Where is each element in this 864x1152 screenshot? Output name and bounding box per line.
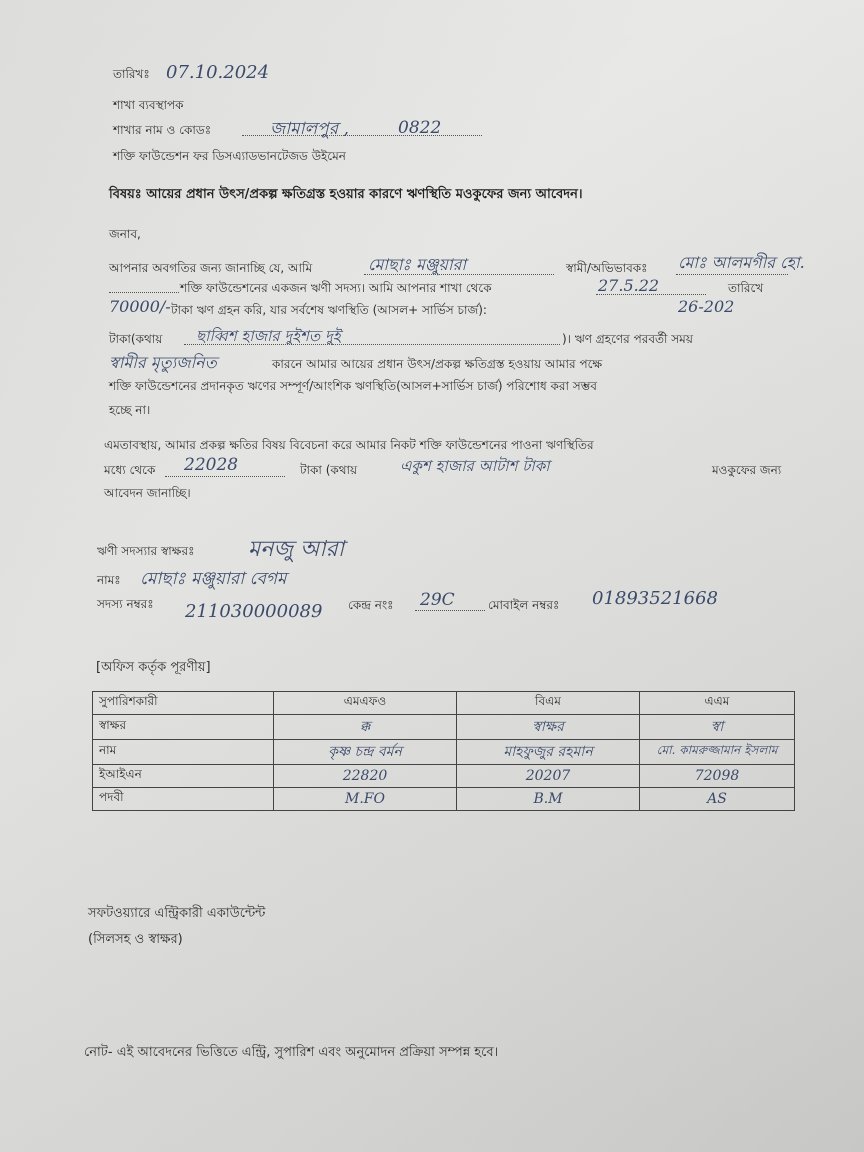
p1-loan-date: 27.5.22 <box>598 276 660 295</box>
organization-name: শক্তি ফাউন্ডেশন ফর ডিসএ্যাডভানটেজড উইমেন <box>113 149 346 163</box>
table-row <box>93 715 795 740</box>
center-number-label: কেন্দ্র নংঃ <box>348 598 394 612</box>
table-header-cell: এমএফও <box>274 692 457 715</box>
p2-text-e: আবেদন জানাচ্ছি। <box>104 486 191 500</box>
table-header-row <box>93 692 795 715</box>
date-label: তারিখঃ <box>113 67 150 81</box>
table-row <box>93 740 795 765</box>
accountant-label: সফটওয়্যারে এন্ট্রিকারী একাউন্টেন্ট <box>88 906 266 921</box>
p1-text-e: টাকা ঋণ গ্রহন করি, যার সর্বশেষ ঋণস্থিতি (আসল+ সার্ভিস চার্জ): <box>171 303 487 317</box>
table-header-cell: সুপারিশকারী <box>93 692 274 715</box>
signature-am: স্বা <box>710 719 724 735</box>
p1-text-d: তারিখে <box>728 281 764 295</box>
branch-name-value: জামালপুর , <box>270 119 349 139</box>
table-row <box>93 788 795 811</box>
ein-mfo: 22820 <box>342 768 388 784</box>
p1-guardian-name: মোঃ আলমগীর হো. <box>678 253 805 272</box>
table-row <box>93 765 795 788</box>
name-mfo: কৃষ্ণ চন্দ্র বর্মন <box>328 744 402 760</box>
p1-loan-amount: 70000/- <box>109 297 171 316</box>
p1-balance: 26-202 <box>678 297 735 316</box>
p2-text-a: এমতাবস্থায়, আমার প্রকল্প ক্ষতির বিষয় বিবেচনা করে আমার নিকট শক্তি ফাউন্ডেশনের পাওনা ঋণস্থিতির <box>104 438 594 452</box>
date-value: 07.10.2024 <box>166 62 270 83</box>
row-label: স্বাক্ষর <box>93 715 274 740</box>
p1-text-c: শক্তি ফাউন্ডেশনের একজন ঋণী সদস্য। আমি আপনার শাখা থেকে <box>180 281 492 295</box>
mobile-value: 01893521668 <box>592 588 718 609</box>
p1-amount-words: ছাব্বিশ হাজার দুইশত দুই <box>196 327 341 345</box>
ein-am: 72098 <box>694 768 740 784</box>
mobile-label: মোবাইল নম্বরঃ <box>488 598 560 612</box>
branch-manager-label: শাখা ব্যবস্থাপক <box>113 98 184 112</box>
name-bm: মাহফুজুর রহমান <box>503 744 593 760</box>
center-number-line <box>415 610 485 611</box>
member-number-value: 211030000089 <box>185 601 323 622</box>
p1-member-name: মোছাঃ মঞ্জুয়ারা <box>368 255 467 274</box>
p1-text-g: )। ঋণ গ্রহণের পরবর্তী সময় <box>562 332 693 346</box>
signature-mfo: ক্ক <box>359 719 371 735</box>
p1-text-i: শক্তি ফাউন্ডেশনের প্রদানকৃত ঋণের সম্পূর্ণ/আংশিক ঋণস্থিতি(আসল+সার্ভিস চার্জ) পরিশোধ করা সম্ভব <box>109 379 597 393</box>
p2-text-d: মওকুফের জন্য <box>712 463 782 477</box>
guardian-line-2 <box>109 292 179 293</box>
p2-amount-words: একুশ হাজার আটাশ টাকা <box>400 457 550 475</box>
row-label: নাম <box>93 740 274 765</box>
designation-mfo: M.FO <box>345 791 385 807</box>
branch-name-label: শাখার নাম ও কোডঃ <box>113 123 212 137</box>
center-number-value: 29C <box>420 590 455 610</box>
p2-text-c: টাকা (কথায় <box>300 463 358 477</box>
office-use-label: [অফিস কর্তৃক পূরণীয়] <box>96 660 211 675</box>
salutation: জনাব, <box>109 227 141 241</box>
p2-text-b: মধ্যে থেকে <box>104 463 156 477</box>
name-am: মো. কামরুজ্জামান ইসলাম <box>656 743 778 757</box>
member-signature-label: ঋণী সদস্যার স্বাক্ষরঃ <box>97 544 195 558</box>
p1-reason: স্বামীর মৃত্যুজনিত <box>109 353 217 372</box>
table-header-cell: বিএম <box>457 692 640 715</box>
row-label: ইআইএন <box>93 765 274 788</box>
p2-waiver-amount: 22028 <box>184 455 239 475</box>
designation-am: AS <box>707 791 727 807</box>
subject-line: বিষয়ঃ আয়ের প্রধান উৎস/প্রকল্প ক্ষতিগ্রস্ত হওয়ার কারণে ঋণস্থিতি মওকুফের জন্য আবেদন। <box>109 187 583 202</box>
p1-text-j: হচ্ছে না। <box>109 403 151 417</box>
p1-text-a: আপনার অবগতির জন্য জানাচ্ছি যে, আমি <box>109 261 313 275</box>
table-header-cell: এএম <box>640 692 795 715</box>
designation-bm: B.M <box>533 791 563 807</box>
p1-text-b: স্বামী/অভিভাবকঃ <box>566 261 648 275</box>
row-label: পদবী <box>93 788 274 811</box>
signature-bm: স্বাক্ষর <box>532 719 564 735</box>
ein-bm: 20207 <box>525 768 571 784</box>
member-name-label: নামঃ <box>97 573 121 587</box>
p1-text-f: টাকা(কথায় <box>109 332 163 346</box>
member-name-value: মোছাঃ মঞ্জুয়ারা বেগম <box>140 569 287 589</box>
p1-text-h: কারনে আমার আয়ের প্রধান উৎস/প্রকল্প ক্ষতিগ্রস্ত হওয়ায় আমার পক্ষে <box>272 357 603 371</box>
member-number-label: সদস্য নম্বরঃ <box>97 597 154 611</box>
branch-code-value: 0822 <box>398 118 442 138</box>
member-signature: মনজু আরা <box>248 537 345 562</box>
recommendation-table <box>92 691 795 811</box>
footer-note: নোট- এই আবেদনের ভিত্তিতে এন্ট্রি, সুপারিশ এবং অনুমোদন প্রক্রিয়া সম্পন্ন হবে। <box>84 1045 499 1060</box>
accountant-seal-label: (সিলসহ ও স্বাক্ষর) <box>88 932 183 947</box>
waiver-amount-line <box>165 476 285 477</box>
